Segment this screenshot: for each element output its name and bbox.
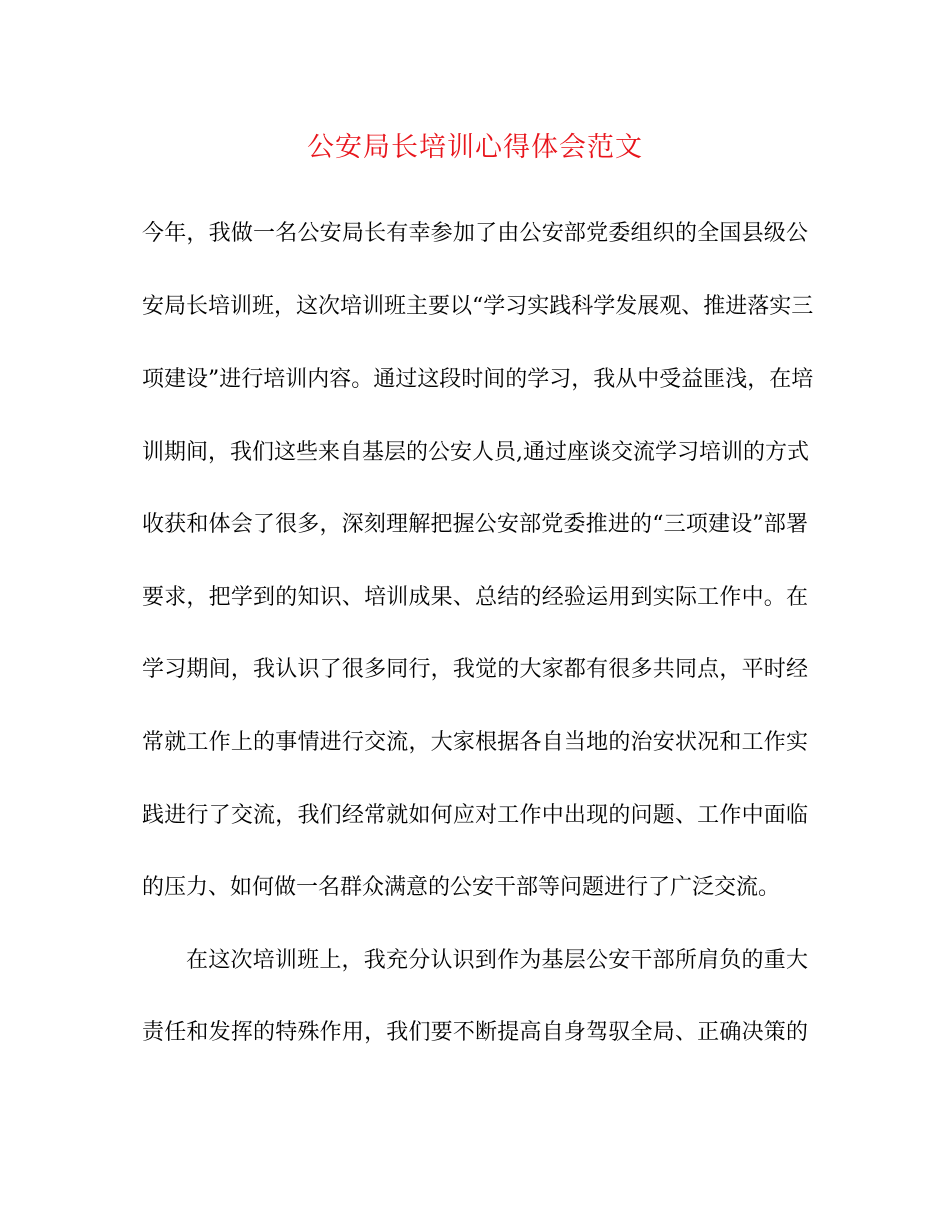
text-line: 训期间，我们这些来自基层的公安人员,通过座谈交流学习培训的方式 bbox=[142, 440, 809, 465]
text-line: 要求，把学到的知识、培训成果、总结的经验运用到实际工作中。在 bbox=[142, 585, 808, 610]
text-line: 学习期间，我认识了很多同行，我觉的大家都有很多共同点，平时经 bbox=[142, 657, 808, 682]
text-line: 安局长培训班，这次培训班主要以“学习实践科学发展观、推进落实三 bbox=[142, 294, 814, 319]
text-line: 的压力、如何做一名群众满意的公安干部等问题进行了广泛交流。 bbox=[142, 875, 781, 900]
text-line: 项建设”进行培训内容。通过这段时间的学习，我从中受益匪浅，在培 bbox=[142, 367, 814, 392]
text-line: 常就工作上的事情进行交流，大家根据各自当地的治安状况和工作实 bbox=[142, 730, 808, 755]
document-title: 公安局长培训心得体会范文 bbox=[307, 132, 643, 163]
text-line: 在这次培训班上，我充分认识到作为基层公安干部所肩负的重大 bbox=[186, 948, 808, 973]
text-line: 责任和发挥的特殊作用，我们要不断提高自身驾驭全局、正确决策的 bbox=[142, 1020, 808, 1045]
text-line: 践进行了交流，我们经常就如何应对工作中出现的问题、工作中面临 bbox=[142, 803, 808, 828]
text-line: 收获和体会了很多，深刻理解把握公安部党委推进的“三项建设”部署 bbox=[142, 512, 808, 537]
text-line: 今年，我做一名公安局长有幸参加了由公安部党委组织的全国县级公 bbox=[142, 221, 808, 246]
